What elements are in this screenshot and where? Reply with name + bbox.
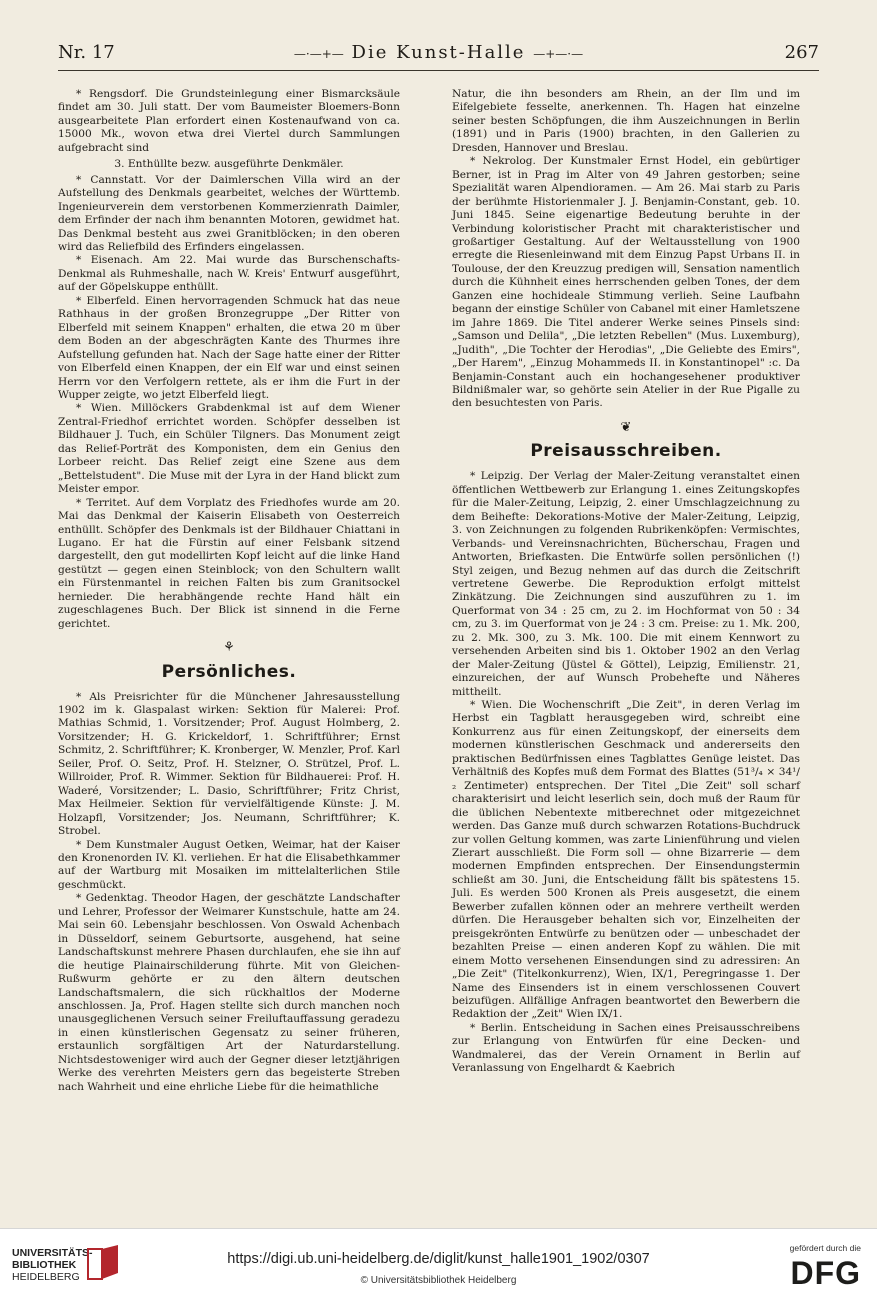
subheading-denkmaeler: 3. Enthüllte bezw. ausgeführte Denkmäler. — [114, 158, 344, 171]
viewer-footer — [0, 1228, 877, 1301]
issue-number: Nr. 17 — [58, 42, 115, 63]
paragraph-wien-millöcker: * Wien. Millöckers Grabdenkmal ist auf dem Wiener Zentral-Friedhof errichtet worden. Schöpfer desselben ist Bildhauer J. Tuch, ein Schüler Tilgners. Das Monument zeigt das Relief-Porträt des Komponisten, dem ein Genius den Lorbeer reicht. Das Relief zeigt eine Szene aus dem „Bettelstudent". Die Muse mit der Lyra in der Hand blickt zum Meister empor. — [58, 402, 400, 496]
library-name-line3: HEIDELBERG — [12, 1271, 80, 1283]
paragraph-cannstatt: * Cannstatt. Vor der Daimlerschen Villa wird an der Aufstellung des Denkmals gearbeitet, welches der Württemb. Ingenieurverein dem verstorbenen Kommerzienrath Daimler, dem Erfinder der nach ihm benannten Motoren, gewidmet hat. Das Denkmal besteht aus zwei Granitblöcken; in den oberen wird das Reliefbild des Erfinders eingelassen. — [58, 173, 400, 253]
paragraph-rengsdorf: * Rengsdorf. Die Grundsteinlegung einer Bismarcksäule findet am 30. Juli statt. Der vom Baumeister Bloemers-Bonn ausgearbeitete Plan erfordert einen Kostenaufwand von ca. 15000 Mk., wovon etwa drei Viertel durch Sammlungen aufgebracht sind — [58, 88, 400, 154]
copyright-notice: © Universitätsbibliothek Heidelberg — [360, 1275, 517, 1286]
library-name-line1: UNIVERSITÄTS- — [12, 1247, 93, 1259]
ornament-right: —+—·— — [533, 47, 584, 61]
section-title-persoenliches: Persönliches. — [161, 661, 297, 682]
section-title-preisausschreiben: Preisausschreiben. — [530, 441, 722, 462]
paragraph-preisrichter: * Als Preisrichter für die Münchener Jahresausstellung 1902 im k. Glaspalast wirken: Sektion für Malerei: Prof. Mathias Schmid, 1. Vorsitzender; Prof. August Holmberg, 2. Vorsitzender; H. G. Krickeldorf, 1. Schriftführer; Ernst Schmitz, 2. Schriftführer; K. Kronberger, W. Menzler, Prof. Karl Seiler, Prof. O. Seitz, Prof. H. Stelzner, O. Strützel, Prof. L. Willroider, Prof. R. Wimmer. Sektion für Bildhauerei: Prof. H. Waderé, Vorsitzender; L. Dasio, Schriftführer; Fritz Christ, Max Heilmeier. Sektion für vervielfältigende Künste: J. M. Holzapfl, Vorsitzender; Jos. Neumann, Schriftführer; K. Strobel. — [58, 690, 400, 838]
paragraph-berlin: * Berlin. Entscheidung in Sachen eines Preisausschreibens zur Erlangung von Entwürfen für eine Decken- und Wandmalerei, das der Verein Ornament in Berlin auf Veranlassung von Engelhardt & Kaebrich — [452, 1021, 800, 1075]
paragraph-eisenach: * Eisenach. Am 22. Mai wurde das Burschenschafts-Denkmal als Ruhmeshalle, nach W. Kreis' Entwurf ausgeführt, auf der Göpelskuppe enthüllt. — [58, 254, 400, 294]
paragraph-territet: * Territet. Auf dem Vorplatz des Friedhofes wurde am 20. Mai das Denkmal der Kaiserin Elisabeth von Oesterreich enthüllt. Schöpfer des Denkmals ist der Bildhauer Chiattani in Lugano. Er hat die Fürstin auf einer Felsbank sitzend dargestellt, den gut modellirten Kopf leicht auf die linke Hand gestützt — gegen einen Steinblock; von den Schultern wallt ein Fürstenmantel in reichen Falten bis zum Granitsockel hernieder. Die herabhängende rechte Hand hält ein zugeschlagenes Buch. Der Blick ist sinnend in die Ferne gerichtet. — [58, 496, 400, 630]
library-name-line2: BIBLIOTHEK — [12, 1259, 77, 1271]
paragraph-leipzig: * Leipzig. Der Verlag der Maler-Zeitung veranstaltet einen öffentlichen Wettbewerb zur Erlangung 1. eines Zeitungskopfes für die Maler-Zeitung, Leipzig, 2. einer Umschlagzeichnung zu dem Beihefte: Dekorations-Motive der Maler-Zeitung, Leipzig, 3. von Zeichnungen zu folgenden Rubrikenköpfen: Vermischtes, Verbands- und Vereinsnachrichten, Bücherschau, Fragen und Antworten, Briefkasten. Die Entwürfe sollen persönlichen (!) Styl zeigen, und Bezug nehmen auf das durch die Zeitschrift vertretene Gewerbe. Die Reproduktion erfolgt mittelst Zinkätzung. Die Zeichnungen sind auszuführen zu 1. im Querformat von 34 : 25 cm, zu 2. im Hochformat von 50 : 34 cm, zu 3. im Querformat von je 24 : 3 cm. Preise: zu 1. Mk. 200, zu 2. Mk. 300, zu 3. Mk. 100. Die mit einem Kennwort zu versehenden Arbeiten sind bis 1. Oktober 1902 an den Verlag der Maler-Zeitung (Jüstel & Göttel), Leipzig, Emilienstr. 21, einzureichen, der auf Wunsch Probehefte und Näheres mittheilt. — [452, 470, 800, 698]
section-ornament-right: ❦ — [620, 419, 632, 435]
ornament-left: —·—+— — [293, 47, 344, 61]
page-number: 267 — [784, 42, 819, 63]
paragraph-gedenktag: * Gedenktag. Theodor Hagen, der geschätzte Landschafter und Lehrer, Professor der Weimarer Kunstschule, hatte am 24. Mai sein 60. Lebensjahr beschlossen. Von Oswald Achenbach in Düsseldorf, seinem Geburtsorte, ausgehend, hat seine Landschaftskunst mehrere Phasen durchlaufen, ehe sie ihn auf die heutige Plainairschilderung führte. Mit von Gleichen-Rußwurm gehörte er zu den ältern deutschen Landschaftsmalern, die sich rückhaltlos der Moderne anschlossen. Ja, Prof. Hagen stellte sich durch manchen noch unausgeglichenen Versuch seiner Freiluftauffassung geradezu in einen künstlerischen Gegensatz zu seiner früheren, erstaunlich sorgfältigen Art der Naturdarstellung. Nichtsdestoweniger wird auch der Gegner dieser letztjährigen Werke des verehrten Meisters gern das begeisterte Streben nach Wahrheit und eine ehrliche Liebe für die heimathliche — [58, 892, 400, 1093]
running-header — [58, 40, 819, 70]
left-column — [58, 88, 400, 1094]
journal-title — [58, 42, 819, 63]
journal-title-text: Die Kunst-Halle — [351, 42, 526, 63]
paragraph-wien-zeit: * Wien. Die Wochenschrift „Die Zeit", in deren Verlag im Herbst ein Tagblatt herausgegeben wird, schreibt eine Konkurrenz aus für einen Zeitungskopf, der einerseits dem modernen künstlerischen Geschmack und andererseits den praktischen Bedürfnissen eines Tagblattes Genüge leistet. Das Verhältniß des Kopfes muß dem Format des Blattes (51³/₄ × 34¹/₂ Zentimeter) entsprechen. Der Titel „Die Zeit" soll scharf charakterisirt und leicht leserlich sein, doch muß der Raum für die üblichen Nebentexte mitberechnet oder mitgezeichnet werden. Das Ganze muß durch schwarzen Rotations-Buchdruck zur vollen Geltung kommen, was zarte Linienführung und vielen Zierart ausschließt. Die Form soll — ohne Bizarrerie — dem modernen Empfinden entsprechen. Der Einsendungstermin schließt am 30. Juni, die Entscheidung fällt bis spätestens 15. Juli. Es werden 500 Kronen als Preis ausgesetzt, die einem Bewerber zufallen können oder an mehrere vertheilt werden dürfen. Die Herausgeber behalten sich vor, Einzelheiten der preisgekrönten Entwürfe zu benützen oder — unbeschadet der bezahlten Preise — einen anderen Kopf zu wählen. Die mit einem Motto versehenen Einsendungen sind zu adressiren: An „Die Zeit" (Titelkonkurrenz), Wien, IX/1, Peregringasse 1. Der Name des Einsenders ist in einem verschlossenen Couvert beizufügen. Allfällige Anfragen beantwortet den Bewerbern die Redaktion der „Zeit" Wien IX/1. — [452, 699, 800, 1021]
paragraph-oetken: * Dem Kunstmaler August Oetken, Weimar, hat der Kaiser den Kronenorden IV. Kl. verliehen. Er hat die Elisabethkammer auf der Wartburg mit Mosaiken im mittelalterlichen Stile geschmückt. — [58, 838, 400, 891]
paragraph-elberfeld: * Elberfeld. Einen hervorragenden Schmuck hat das neue Rathhaus in der großen Bronzegruppe „Der Ritter von Elberfeld mit seinem Knappen" erhalten, die etwa 20 m über dem Boden an der abgeschrägten Kante des Thurmes ihre Aufstellung gefunden hat. Nach der Sage hatte einer der Ritter von Elberfeld einen Knappen, der ein Elf war und einst seinen Herrn vor den Verfolgern rettete, als er ihm die Furt in der Wupper zeigte, wo jetzt Elberfeld liegt. — [58, 294, 400, 401]
paragraph-nekrolog: * Nekrolog. Der Kunstmaler Ernst Hodel, ein gebürtiger Berner, ist in Prag im Alter von 49 Jahren gestorben; seine Spezialität waren Alpendioramen. — Am 26. Mai starb zu Paris der berühmte Historienmaler J. J. Benjamin-Constant, geb. 10. Juni 1845. Seine eigenartige Bedeutung beruhte in der Verbindung koloristischer Pracht mit charakteristischer und großartiger Gestaltung. Auf der Weltausstellung von 1900 erregte die Riesenleinwand mit dem Einzug Papst Urbans II. in Toulouse, der den Kreuzzug predigen will, Sensation namentlich durch die Kühnheit eines herrschenden gelben Tones, der dem Ganzen eine hochideale Stimmung verlieh. Seine Laufbahn begann der einstige Schüler von Cabanel mit einer Hamletszene im Jahre 1869. Die Titel anderer Werke seines Pinsels sind: „Samson und Delila", „Die letzten Rebellen" (Mus. Luxemburg), „Judith", „Die Tochter der Herodias", „Die Geliebte des Emirs", „Der Harem", „Einzug Mohammeds II. in Konstantinopel" :c. Da Benjamin-Constant auch ein hochangesehener produktiver Bildnißmaler war, so gehörte sein Atelier in der Rue Pigalle zu den besuchtesten von Paris. — [452, 155, 800, 410]
right-column — [452, 88, 800, 1076]
funding-caption: gefördert durch die — [789, 1243, 861, 1253]
paragraph-hagen-continued: Natur, die ihn besonders am Rhein, an der Ilm und im Eifelgebiete fesselte, anerkennen. Th. Hagen hat einzelne seiner besten Schöpfungen, die ihm Auszeichnungen in Berlin (1891) und in Paris (1900) brachten, in den Gallerien zu Dresden, Hannover und Breslau. — [452, 88, 800, 154]
header-rule — [58, 70, 819, 71]
permalink-url[interactable]: https://digi.ub.uni-heidelberg.de/diglit/kunst_halle1901_1902/0307 — [227, 1251, 650, 1267]
dfg-logo[interactable]: DFG — [790, 1255, 861, 1291]
section-ornament: ⚘ — [223, 640, 235, 656]
